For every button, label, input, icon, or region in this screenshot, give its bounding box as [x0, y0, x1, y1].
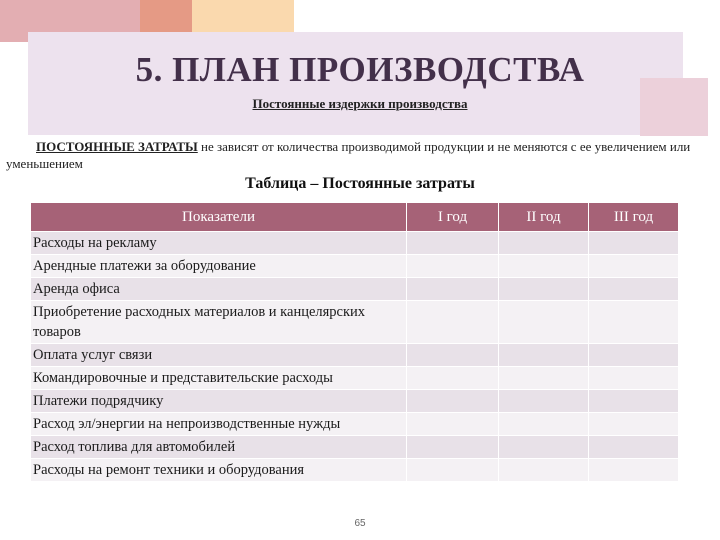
header-year-3: III год — [589, 203, 679, 232]
row-label: Аренда офиса — [31, 278, 407, 301]
year-2-cell — [499, 459, 589, 482]
page-number: 65 — [354, 518, 366, 529]
year-1-cell — [407, 367, 499, 390]
year-2-cell — [499, 301, 589, 344]
year-1-cell — [407, 390, 499, 413]
row-label: Расход топлива для автомобилей — [31, 436, 407, 459]
table-row — [31, 367, 679, 390]
table-row — [31, 436, 679, 459]
year-3-cell — [589, 413, 679, 436]
table-row — [31, 301, 679, 344]
year-1-cell — [407, 278, 499, 301]
intro-paragraph — [6, 138, 716, 172]
intro-highlight: ПОСТОЯННЫЕ ЗАТРАТЫ — [36, 139, 198, 154]
table-row — [31, 232, 679, 255]
year-3-cell — [589, 344, 679, 367]
table-caption: Таблица – Постоянные затраты — [245, 175, 475, 192]
row-label: Расход эл/энергии на непроизводственные нужды — [31, 413, 407, 436]
year-3-cell — [589, 436, 679, 459]
row-label: Командировочные и представительские расходы — [31, 367, 407, 390]
row-label: Платежи подрядчику — [31, 390, 407, 413]
table-row — [31, 413, 679, 436]
header-year-1: I год — [407, 203, 499, 232]
row-label: Арендные платежи за оборудование — [31, 255, 407, 278]
intro-text: не зависят от количества производимой продукции и не меняются с ее увеличением или уменьшением — [6, 139, 691, 171]
year-1-cell — [407, 301, 499, 344]
row-label: Расходы на ремонт техники и оборудования — [31, 459, 407, 482]
year-1-cell — [407, 459, 499, 482]
year-3-cell — [589, 301, 679, 344]
slide-title: 5. ПЛАН ПРОИЗВОДСТВА — [135, 50, 585, 89]
year-1-cell — [407, 255, 499, 278]
table-row — [31, 390, 679, 413]
year-3-cell — [589, 255, 679, 278]
year-3-cell — [589, 459, 679, 482]
year-1-cell — [407, 413, 499, 436]
table-header-row — [31, 203, 679, 232]
year-1-cell — [407, 436, 499, 459]
row-label: Оплата услуг связи — [31, 344, 407, 367]
header-indicators: Показатели — [31, 203, 407, 232]
table-row — [31, 344, 679, 367]
year-1-cell — [407, 344, 499, 367]
year-3-cell — [589, 232, 679, 255]
year-2-cell — [499, 232, 589, 255]
year-3-cell — [589, 278, 679, 301]
fixed-costs-table — [30, 202, 679, 482]
row-label: Расходы на рекламу — [31, 232, 407, 255]
table-row — [31, 278, 679, 301]
year-3-cell — [589, 367, 679, 390]
year-1-cell — [407, 232, 499, 255]
table-row — [31, 255, 679, 278]
year-2-cell — [499, 344, 589, 367]
year-3-cell — [589, 390, 679, 413]
year-2-cell — [499, 367, 589, 390]
header-year-2: II год — [499, 203, 589, 232]
slide-subtitle: Постоянные издержки производства — [252, 96, 468, 111]
year-2-cell — [499, 436, 589, 459]
year-2-cell — [499, 413, 589, 436]
year-2-cell — [499, 255, 589, 278]
year-2-cell — [499, 390, 589, 413]
table-row — [31, 459, 679, 482]
row-label: Приобретение расходных материалов и канцелярских товаров — [31, 301, 407, 344]
year-2-cell — [499, 278, 589, 301]
